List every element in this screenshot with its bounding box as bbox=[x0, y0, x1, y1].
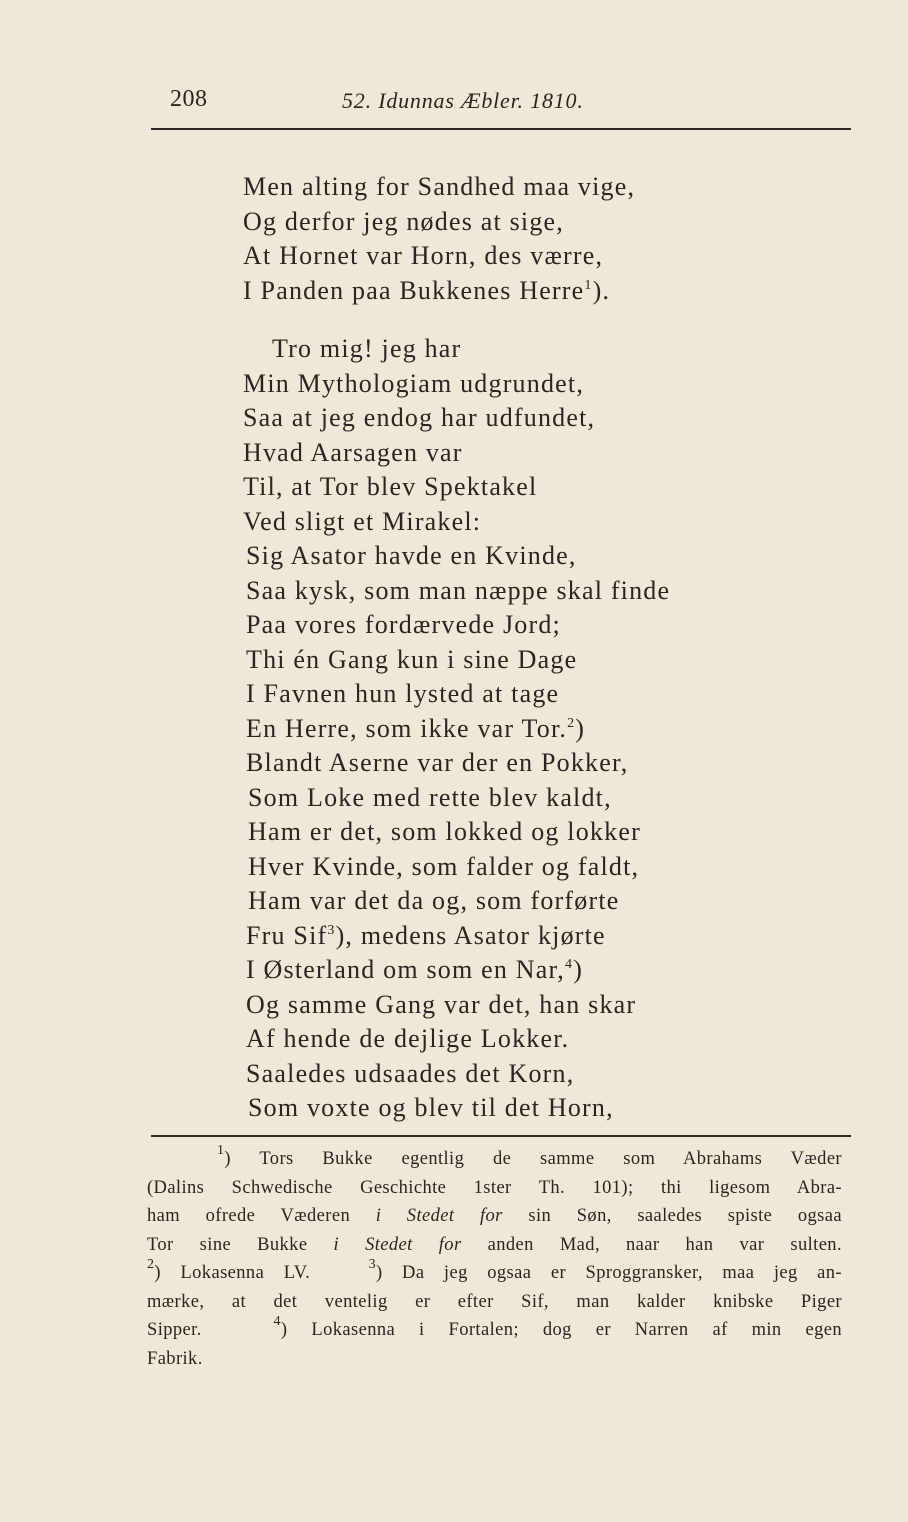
line-text: I Panden paa Bukkenes Herre bbox=[243, 275, 585, 305]
poem-line: At Hornet var Horn, des værre, bbox=[243, 241, 604, 270]
poem-line: Og derfor jeg nødes at sige, bbox=[243, 206, 564, 236]
footnote-1-line bbox=[147, 1145, 842, 1174]
header-rule bbox=[151, 128, 851, 130]
footnote-italic: i Stedet for bbox=[375, 1206, 503, 1226]
poem-line: Hvad Aarsagen var bbox=[243, 437, 463, 467]
poem-line bbox=[0, 919, 908, 954]
footnote-1-line bbox=[147, 1202, 842, 1231]
footnote-text: ) Lokasenna LV. bbox=[154, 1263, 311, 1283]
footnote-text: ham ofrede Væderen bbox=[147, 1206, 376, 1226]
footnote-1-line bbox=[147, 1231, 842, 1260]
poem-line: Af hende de dejlige Lokker. bbox=[246, 1024, 570, 1053]
poem-line: Saa kysk, som man næppe skal finde bbox=[246, 575, 671, 605]
footnote-marker: 4 bbox=[273, 1314, 281, 1329]
footnote-ref: 2 bbox=[567, 715, 576, 731]
footnote-marker: 1 bbox=[217, 1143, 225, 1158]
footnotes bbox=[147, 1145, 842, 1373]
poem-line: Til, at Tor blev Spektakel bbox=[243, 472, 538, 501]
footnote-text: Sipper. bbox=[147, 1320, 202, 1340]
page-number: 208 bbox=[170, 86, 208, 112]
poem-line bbox=[243, 274, 908, 309]
footnote-text: sin Søn, saaledes spiste ogsaa bbox=[502, 1206, 842, 1226]
footnote-text: ) Da jeg ogsaa er Sproggransker, maa jeg an- bbox=[376, 1263, 842, 1283]
poem-line bbox=[0, 953, 908, 988]
stanza-1 bbox=[0, 170, 908, 308]
poem-line: Sig Asator havde en Kvinde, bbox=[246, 541, 577, 570]
poem-line: Min Mythologiam udgrundet, bbox=[243, 368, 585, 398]
poem-line: Blandt Aserne var der en Pokker, bbox=[246, 748, 629, 777]
poem-line bbox=[0, 712, 908, 747]
footnote-text: Tor sine Bukke bbox=[147, 1234, 334, 1255]
footnote-text: ) Tors Bukke egentlig de samme som Abrahams Væder bbox=[224, 1149, 842, 1169]
stanza-2 bbox=[0, 332, 908, 1126]
line-end: ), medens Asator kjørte bbox=[335, 920, 606, 950]
footnote-2-3-line bbox=[147, 1259, 842, 1288]
poem-line: Men alting for Sandhed maa vige, bbox=[243, 172, 636, 201]
line-end: ) bbox=[575, 713, 586, 743]
footnote-3-4-line bbox=[147, 1316, 842, 1345]
line-text: I Østerland om som en Nar, bbox=[246, 955, 565, 984]
footnote-1-line: (Dalins Schwedische Geschichte 1ster Th. 101); thi ligesom Abra- bbox=[147, 1177, 842, 1198]
footnote-ref: 4 bbox=[564, 957, 574, 972]
page-header bbox=[0, 86, 908, 126]
footnote-italic: i Stedet for bbox=[333, 1234, 462, 1255]
poem-line: Ham er det, som lokked og lokker bbox=[248, 817, 641, 846]
poem bbox=[0, 170, 908, 1126]
poem-line: Ved sligt et Mirakel: bbox=[243, 506, 482, 536]
poem-line: Paa vores fordærvede Jord; bbox=[246, 610, 561, 639]
poem-line: Saa at jeg endog har udfundet, bbox=[243, 403, 596, 432]
running-head: 52. Idunnas Æbler. 1810. bbox=[342, 88, 584, 113]
footnote-marker: 3 bbox=[368, 1257, 376, 1272]
footnote-marker: 2 bbox=[147, 1257, 155, 1272]
footnote-text: anden Mad, naar han var sulten. bbox=[461, 1234, 842, 1255]
line-text: Fru Sif bbox=[246, 920, 328, 950]
poem-line: Som voxte og blev til det Horn, bbox=[248, 1093, 614, 1122]
poem-line: Hver Kvinde, som falder og faldt, bbox=[248, 851, 640, 881]
line-end: ). bbox=[592, 275, 611, 305]
footnote-ref: 3 bbox=[327, 922, 336, 938]
line-text: En Herre, som ikke var Tor. bbox=[246, 713, 568, 743]
footnote-3-line: mærke, at det ventelig er efter Sif, man kalder knibske Piger bbox=[147, 1291, 842, 1312]
poem-line: Ham var det da og, som forførte bbox=[248, 886, 620, 915]
poem-line: Tro mig! jeg har bbox=[272, 334, 462, 363]
footnote-rule bbox=[151, 1135, 851, 1137]
poem-line: I Favnen hun lysted at tage bbox=[246, 679, 560, 708]
poem-line: Thi én Gang kun i sine Dage bbox=[246, 644, 578, 674]
footnote-ref: 1 bbox=[584, 277, 593, 293]
footnote-text: ) Lokasenna i Fortalen; dog er Narren af min egen bbox=[280, 1320, 843, 1340]
footnote-4-line: Fabrik. bbox=[147, 1348, 203, 1369]
poem-line: Og samme Gang var det, han skar bbox=[246, 989, 637, 1019]
poem-line: Saaledes udsaades det Korn, bbox=[246, 1058, 575, 1088]
poem-line: Som Loke med rette blev kaldt, bbox=[248, 782, 612, 812]
line-end: ) bbox=[573, 955, 584, 984]
